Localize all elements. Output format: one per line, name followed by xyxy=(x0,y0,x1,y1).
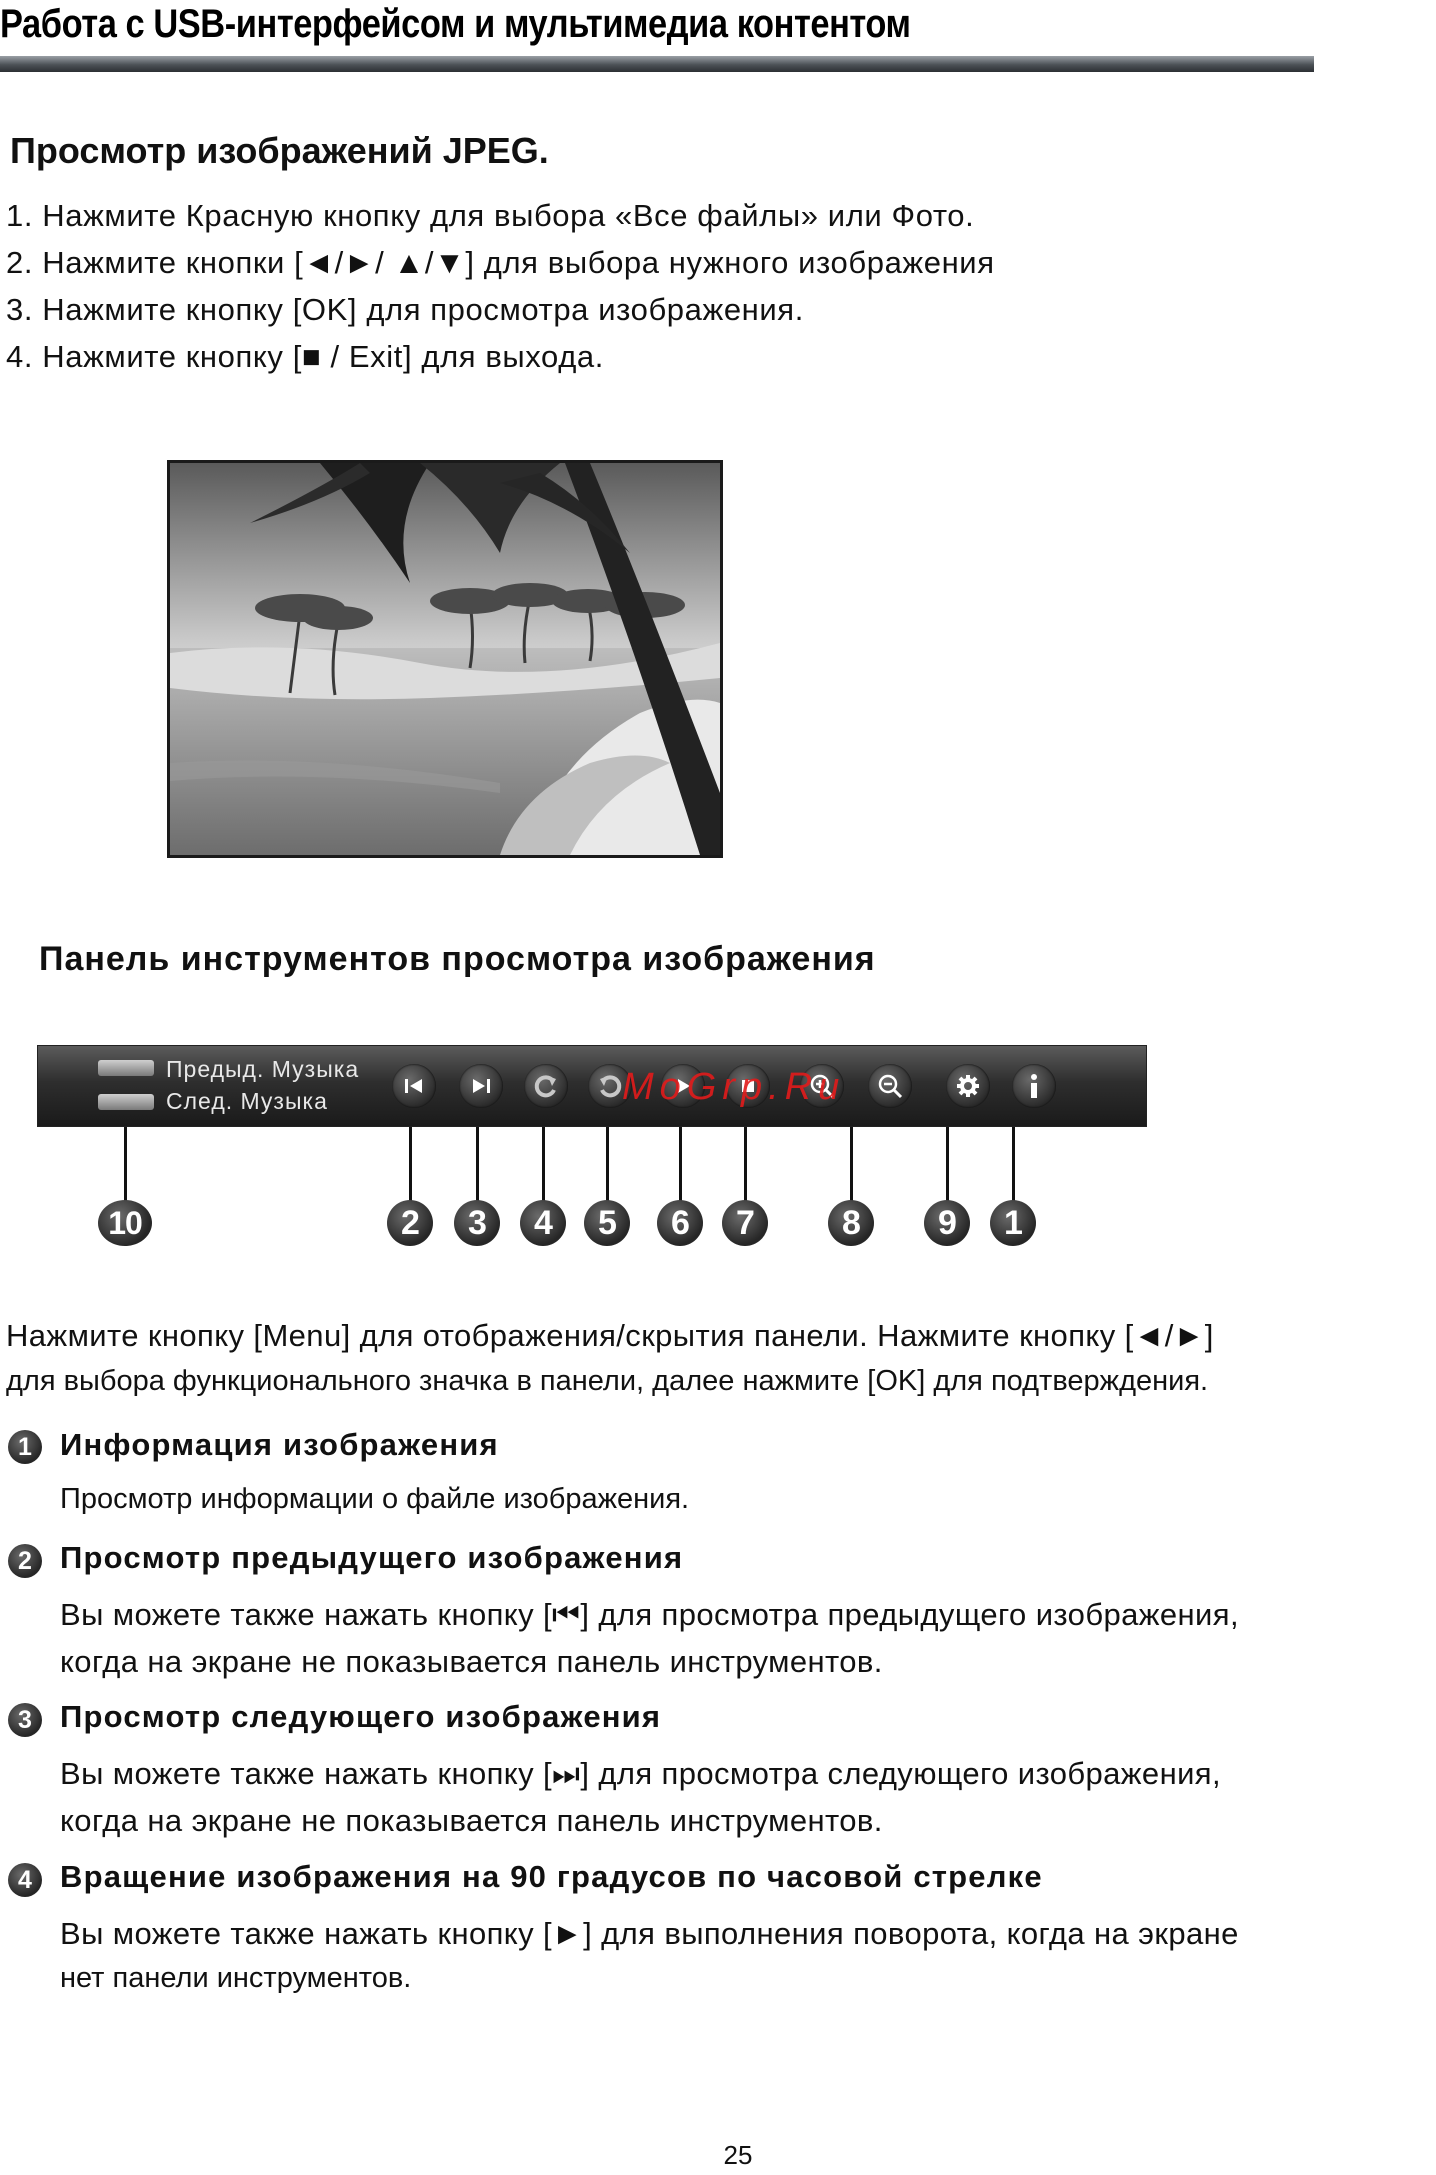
item-3-desc-1: Вы можете также нажать кнопку [⏭] для просмотра следующего изображения, xyxy=(60,1756,1222,1791)
callout-1: 1 xyxy=(990,1200,1036,1246)
item-4-title: Вращение изображения на 90 градусов по часовой стрелке xyxy=(60,1859,1043,1894)
image-viewer-toolbar xyxy=(37,1045,1147,1127)
leader-line-8 xyxy=(850,1127,853,1203)
info-icon[interactable] xyxy=(1012,1064,1056,1108)
callout-9: 9 xyxy=(924,1200,970,1246)
watermark-text: MoGrp.Ru xyxy=(622,1066,846,1108)
item-2-desc-2: когда на экране не показывается панель инструментов. xyxy=(60,1644,883,1679)
step-3: 3. Нажмите кнопку [OK] для просмотра изображения. xyxy=(6,292,804,327)
leader-line-2 xyxy=(409,1127,412,1203)
item-1-title: Информация изображения xyxy=(60,1427,499,1462)
page-header-title: Работа с USB-интерфейсом и мультимедиа контентом xyxy=(0,2,911,46)
item-2-desc-1: Вы можете также нажать кнопку [⏮] для просмотра предыдущего изображения, xyxy=(60,1597,1239,1632)
item-2-badge: 2 xyxy=(8,1544,42,1578)
leader-line-6 xyxy=(679,1127,682,1203)
leader-line-10 xyxy=(124,1127,127,1203)
callout-10: 10 xyxy=(98,1200,152,1246)
example-jpeg-photo xyxy=(167,460,723,858)
item-3-badge: 3 xyxy=(8,1703,42,1737)
item-4-desc-2: нет панели инструментов. xyxy=(60,1962,412,1994)
callout-4: 4 xyxy=(520,1200,566,1246)
zoom-out-icon[interactable] xyxy=(868,1064,912,1108)
item-4-badge: 4 xyxy=(8,1863,42,1897)
step-1: 1. Нажмите Красную кнопку для выбора «Все файлы» или Фото. xyxy=(6,198,975,233)
callout-6: 6 xyxy=(657,1200,703,1246)
leader-line-4 xyxy=(542,1127,545,1203)
step-4: 4. Нажмите кнопку [■ / Exit] для выхода. xyxy=(6,339,604,374)
toolbar-section-title: Панель инструментов просмотра изображения xyxy=(39,940,876,978)
next-music-label: След. Музыка xyxy=(166,1088,328,1114)
item-4-desc-1: Вы можете также нажать кнопку [►] для выполнения поворота, когда на экране xyxy=(60,1916,1239,1951)
skip-next-icon[interactable] xyxy=(459,1064,503,1108)
instructions-line-2: для выбора функционального значка в панели, далее нажмите [OK] для подтверждения. xyxy=(6,1365,1209,1397)
instructions-line-1: Нажмите кнопку [Menu] для отображения/скрытия панели. Нажмите кнопку [◄/►] xyxy=(6,1318,1214,1353)
prev-music-key-swatch xyxy=(98,1060,154,1076)
callout-8: 8 xyxy=(828,1200,874,1246)
item-3-desc-2: когда на экране не показывается панель инструментов. xyxy=(60,1803,883,1838)
settings-gear-icon[interactable] xyxy=(946,1064,990,1108)
item-3-title: Просмотр следующего изображения xyxy=(60,1699,662,1734)
leader-line-5 xyxy=(606,1127,609,1203)
leader-line-1 xyxy=(1012,1127,1015,1203)
callout-7: 7 xyxy=(722,1200,768,1246)
callout-2: 2 xyxy=(387,1200,433,1246)
skip-previous-icon[interactable] xyxy=(392,1064,436,1108)
item-2-title: Просмотр предыдущего изображения xyxy=(60,1540,684,1575)
leader-line-7 xyxy=(744,1127,747,1203)
step-2: 2. Нажмите кнопки [◄/►/ ▲/▼] для выбора нужного изображения xyxy=(6,245,995,280)
leader-line-9 xyxy=(946,1127,949,1203)
item-1-badge: 1 xyxy=(8,1430,42,1464)
rotate-clockwise-icon[interactable] xyxy=(524,1064,568,1108)
page-number: 25 xyxy=(723,2140,753,2170)
leader-line-3 xyxy=(476,1127,479,1203)
prev-music-label: Предыд. Музыка xyxy=(166,1056,360,1082)
header-divider-bar xyxy=(0,56,1314,72)
beach-palm-image xyxy=(170,463,720,855)
callout-3: 3 xyxy=(454,1200,500,1246)
jpeg-section-title: Просмотр изображений JPEG. xyxy=(10,130,549,171)
next-music-key-swatch xyxy=(98,1094,154,1110)
callout-5: 5 xyxy=(584,1200,630,1246)
item-1-desc: Просмотр информации о файле изображения. xyxy=(60,1483,690,1515)
